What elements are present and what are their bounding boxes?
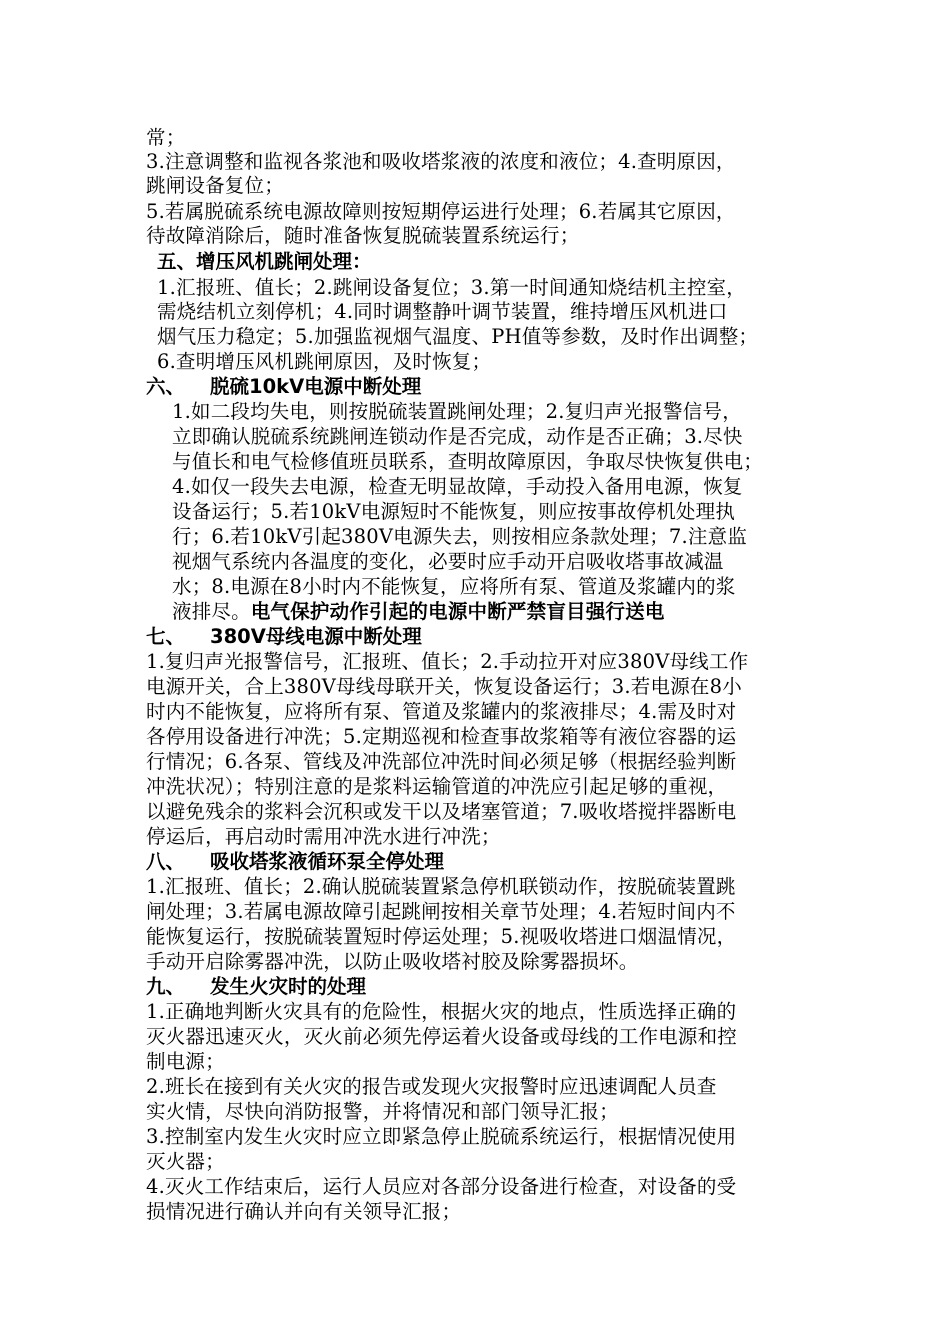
section-8-line: 1.汇报班、值长；2.确认脱硫装置紧急停机联锁动作，按脱硫装置跳 [146,875,736,898]
section-7-line: 电源开关，合上380V母线母联开关，恢复设备运行；3.若电源在8小 [146,675,742,698]
section-9-line: 2.班长在接到有关火灾的报告或发现火灾报警时应迅速调配人员查 [146,1075,717,1098]
section-7-number: 七、 [146,625,186,648]
section-5-heading: 五、增压风机跳闸处理： [157,250,372,273]
section-9-heading [146,975,366,999]
section-6-line: 水；8.电源在8小时内不能恢复，应将所有泵、管道及浆罐内的浆 [172,575,736,598]
section-8-number: 八、 [146,850,186,873]
section-7-heading [146,625,422,649]
section-8-heading [146,850,444,874]
section-6-line: 与值长和电气检修值班员联系，查明故障原因，争取尽快恢复供电； [172,450,764,473]
section-8-line: 闸处理；3.若属电源故障引起跳闸按相关章节处理；4.若短时间内不 [146,900,736,923]
section-6-line: 立即确认脱硫系统跳闸连锁动作是否完成，动作是否正确；3.尽快 [172,425,743,448]
section-7-title: 380V母线电源中断处理 [210,625,422,648]
section-9-title: 发生火灾时的处理 [210,975,367,998]
section-9-line: 3.控制室内发生火灾时应立即紧急停止脱硫系统运行，根据情况使用 [146,1125,737,1148]
section-5-line: 6.查明增压风机跳闸原因，及时恢复； [157,350,492,373]
section-6-last-plain: 液排尽。 [172,600,251,623]
section-6-line: 4.如仅一段失去电源，检查无明显故障，手动投入备用电源，恢复 [172,475,743,498]
section-8-line: 手动开启除雾器冲洗，以防止吸收塔衬胶及除雾器损坏。 [146,950,639,973]
section-8-line: 能恢复运行，按脱硫装置短时停运处理；5.视吸收塔进口烟温情况， [146,925,737,948]
intro-line: 待故障消除后，随时准备恢复脱硫装置系统运行； [146,224,580,247]
section-9-line: 实火情，尽快向消防报警，并将情况和部门领导汇报； [146,1100,619,1123]
intro-line: 5.若属脱硫系统电源故障则按短期停运进行处理；6.若属其它原因， [146,200,736,223]
section-6-line: 视烟气系统内各温度的变化，必要时应手动开启吸收塔事故减温 [172,550,724,573]
section-8-title: 吸收塔浆液循环泵全停处理 [210,850,445,873]
section-6-heading [146,375,421,399]
intro-line: 3.注意调整和监视各浆池和吸收塔浆液的浓度和液位；4.查明原因， [146,150,736,173]
section-6-line: 1.如二段均失电，则按脱硫装置跳闸处理；2.复归声光报警信号， [172,400,742,423]
section-9-line: 4.灭火工作结束后，运行人员应对各部分设备进行检查，对设备的受 [146,1175,737,1198]
intro-line: 跳闸设备复位； [146,174,284,197]
section-6-last-line [172,600,665,624]
section-5-line: 1.汇报班、值长；2.跳闸设备复位；3.第一时间通知烧结机主控室， [157,276,746,299]
section-6-title: 脱硫10kV电源中断处理 [210,375,422,398]
section-7-line: 停运后，再启动时需用冲洗水进行冲洗； [146,825,501,848]
section-7-line: 各停用设备进行冲洗；5.定期巡视和检查事故浆箱等有液位容器的运 [146,725,737,748]
section-7-line: 1.复归声光报警信号，汇报班、值长；2.手动拉开对应380V母线工作 [146,650,749,673]
section-6-line: 行；6.若10kV引起380V电源失去，则按相应条款处理；7.注意监 [172,525,748,548]
section-6-warning: 电气保护动作引起的电源中断严禁盲目强行送电 [250,600,665,623]
section-9-line: 制电源； [146,1050,225,1073]
section-7-line: 时内不能恢复，应将所有泵、管道及浆罐内的浆液排尽；4.需及时对 [146,700,737,723]
section-5-line: 需烧结机立刻停机；4.同时调整静叶调节装置，维持增压风机进口 [157,300,728,323]
section-9-line: 1.正确地判断火灾具有的危险性，根据火灾的地点，性质选择正确的 [146,1000,737,1023]
section-7-line: 行情况；6.各泵、管线及冲洗部位冲洗时间必须足够（根据经验判断 [146,750,737,773]
intro-line: 常； [146,126,186,149]
section-9-line: 损情况进行确认并向有关领导汇报； [146,1200,462,1223]
section-7-line: 以避免残余的浆料会沉积或发干以及堵塞管道；7.吸收塔搅拌器断电 [146,800,737,823]
section-6-number: 六、 [146,375,186,398]
section-9-number: 九、 [146,975,186,998]
section-9-line: 灭火器迅速灭火，灭火前必须先停运着火设备或母线的工作电源和控 [146,1025,738,1048]
section-7-line: 冲洗状况）；特别注意的是浆料运输管道的冲洗应引起足够的重视， [146,775,728,798]
section-6-line: 设备运行；5.若10kV电源短时不能恢复，则应按事故停机处理执 [172,500,736,523]
section-5-line: 烟气压力稳定；5.加强监视烟气温度、PH值等参数，及时作出调整； [157,325,759,348]
section-9-line: 灭火器； [146,1150,225,1173]
